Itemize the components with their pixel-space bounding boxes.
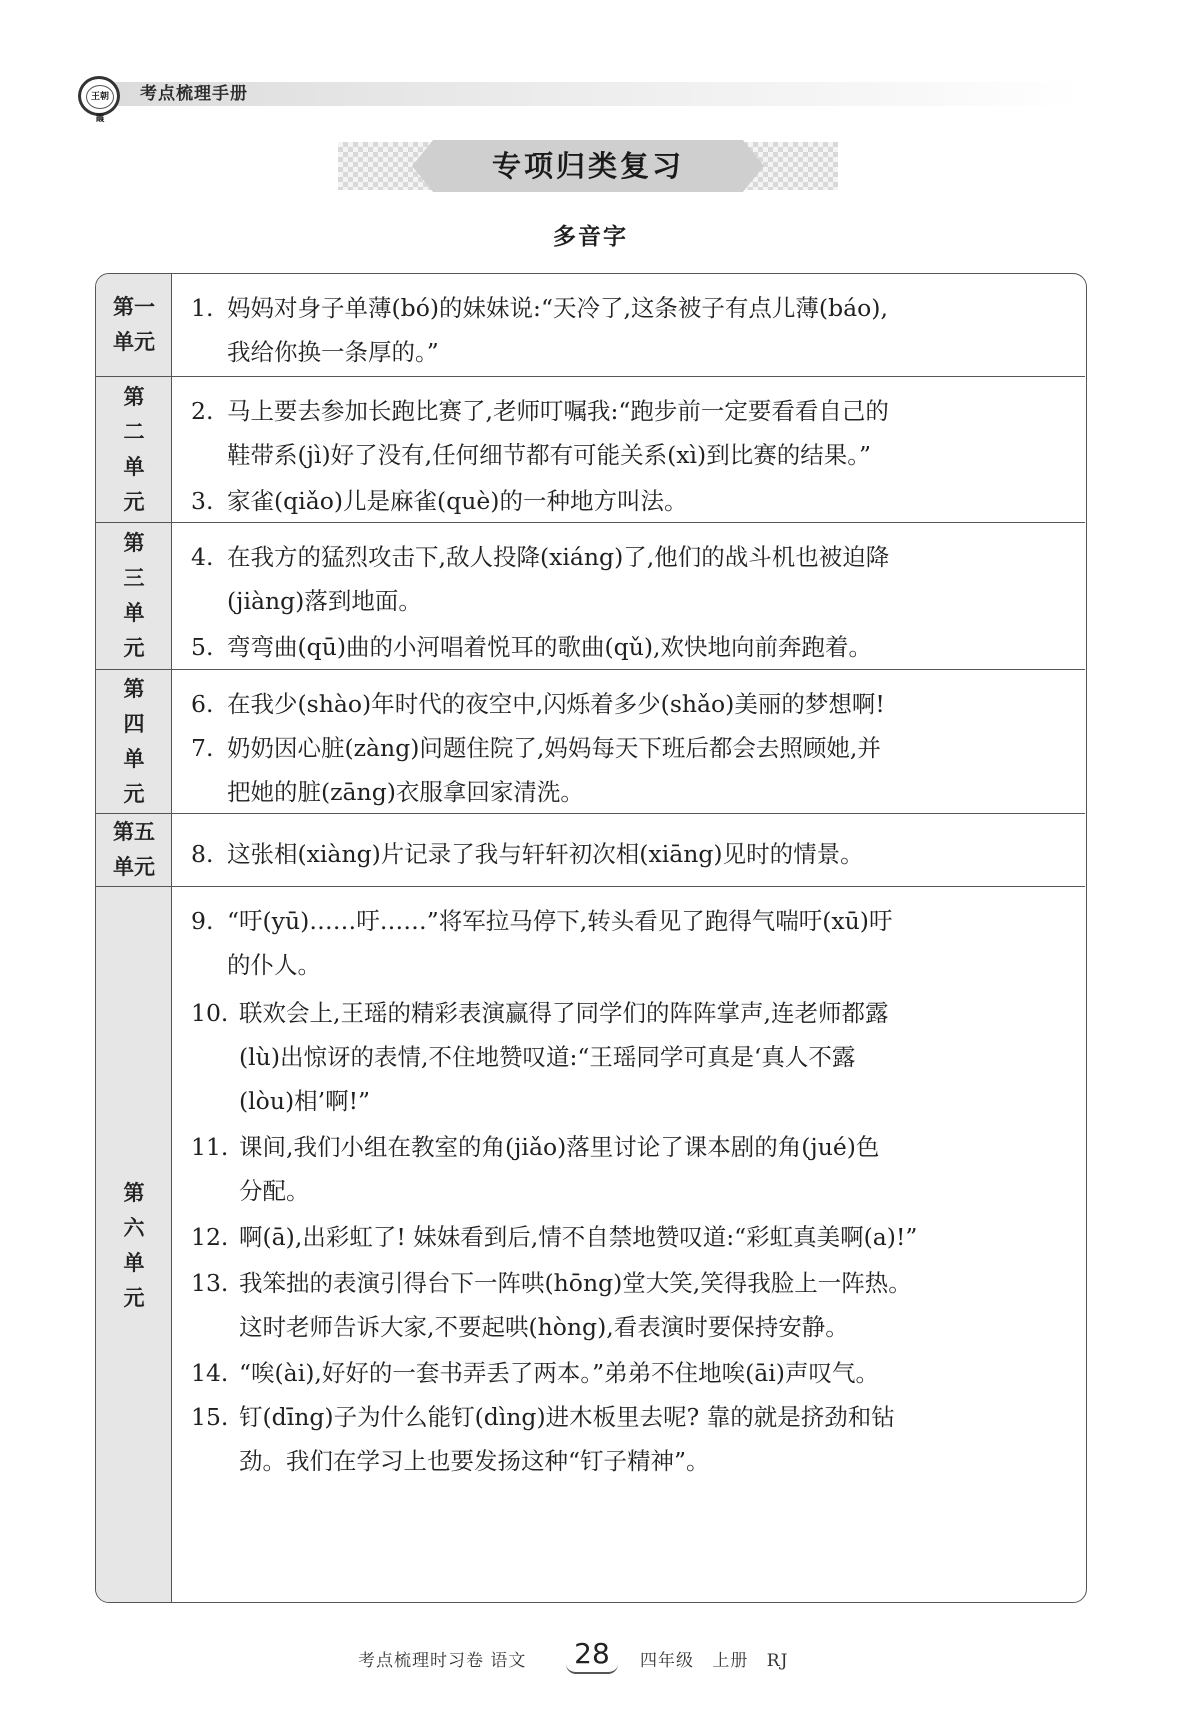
sentence-line: 在我少(shào)年时代的夜空中,闪烁着多少(shǎo)美丽的梦想啊! <box>227 690 885 718</box>
unit-label-text: 第五单元 <box>113 820 155 879</box>
item-number: 14. <box>191 1359 229 1387</box>
page-number: 28 <box>566 1636 618 1674</box>
unit-label <box>96 887 172 1603</box>
sentence-item <box>191 1393 1066 1485</box>
sentence-item <box>191 477 1066 525</box>
sentence-line: 家雀(qiǎo)儿是麻雀(què)的一种地方叫法。 <box>227 487 688 515</box>
sentence-line: 把她的脏(zāng)衣服拿回家清洗。 <box>227 778 584 806</box>
unit-label <box>96 670 172 813</box>
sentence-item <box>191 284 1066 376</box>
item-number: 15. <box>191 1403 229 1431</box>
sentence-line: 妈妈对身子单薄(bó)的妹妹说:“天冷了,这条被子有点儿薄(báo), <box>227 294 888 322</box>
footer-grade: 四年级 上册 RJ <box>640 1651 789 1671</box>
sentence-line: “唉(ài),好好的一套书弄丢了两本。”弟弟不住地唉(āi)声叹气。 <box>239 1359 879 1387</box>
unit-row <box>96 522 1085 669</box>
sentence-item <box>191 1259 1066 1351</box>
brand-logo <box>78 76 120 124</box>
sentence-line: 分配。 <box>239 1177 310 1205</box>
sentence-line: 啊(ā),出彩虹了! 妹妹看到后,情不自禁地赞叹道:“彩虹真美啊(a)!” <box>239 1223 918 1251</box>
unit-label <box>96 814 172 886</box>
sentence-item <box>191 533 1066 625</box>
item-number: 6. <box>191 690 214 718</box>
unit-label-text: 第六单元 <box>123 1180 145 1310</box>
sentence-line: 我给你换一条厚的。” <box>227 338 439 366</box>
unit-label-text: 第四单元 <box>123 676 145 806</box>
unit-label <box>96 377 172 522</box>
unit-label-text: 第二单元 <box>123 384 145 514</box>
unit-label-text: 第一单元 <box>113 295 155 354</box>
sentence-item <box>191 989 1066 1125</box>
page-subtitle: 多音字 <box>553 224 628 250</box>
sentence-item <box>191 680 1066 728</box>
page-header <box>78 76 1082 124</box>
sentence-line: “吁(yū)……吁……”将军拉马停下,转头看见了跑得气喘吁(xū)吁 <box>227 907 893 935</box>
units-table <box>95 273 1087 1603</box>
sentence-item <box>191 830 1066 878</box>
item-number: 1. <box>191 294 214 322</box>
header-bar <box>114 82 1082 106</box>
sentence-line: 奶奶因心脏(zàng)问题住院了,妈妈每天下班后都会去照顾她,并 <box>227 734 881 762</box>
sentence-line: 弯弯曲(qū)曲的小河唱着悦耳的歌曲(qǔ),欢快地向前奔跑着。 <box>227 633 872 661</box>
sentence-item <box>191 623 1066 671</box>
item-number: 4. <box>191 543 214 571</box>
sentence-line: 鞋带系(jì)好了没有,任何细节都有可能关系(xì)到比赛的结果。” <box>227 441 871 469</box>
item-number: 13. <box>191 1269 229 1297</box>
sentence-line: (lù)出惊讶的表情,不住地赞叹道:“王瑶同学可真是‘真人不露 <box>239 1043 856 1071</box>
unit-label-text: 第三单元 <box>123 531 145 660</box>
sentence-item <box>191 1123 1066 1215</box>
sentence-line: 在我方的猛烈攻击下,敌人投降(xiáng)了,他们的战斗机也被迫降 <box>227 543 890 571</box>
sentence-line: 这时老师告诉大家,不要起哄(hòng),看表演时要保持安静。 <box>239 1313 849 1341</box>
sentence-item <box>191 897 1066 989</box>
sentence-line: (lòu)相’啊!” <box>239 1087 371 1115</box>
page-footer <box>0 1636 1181 1676</box>
unit-row <box>96 376 1085 522</box>
sentence-line: 课间,我们小组在教室的角(jiǎo)落里讨论了课本剧的角(jué)色 <box>239 1133 880 1161</box>
sentence-line: (jiàng)落到地面。 <box>227 587 422 615</box>
banner-title: 专项归类复习 <box>491 149 684 183</box>
sentence-line: 劲。我们在学习上也要发扬这种“钉子精神”。 <box>239 1447 710 1475</box>
sentence-line: 联欢会上,王瑶的精彩表演赢得了同学们的阵阵掌声,连老师都露 <box>239 999 889 1027</box>
unit-row <box>96 274 1085 376</box>
logo-text: 王朝霞 <box>86 85 114 109</box>
item-number: 3. <box>191 487 214 515</box>
footer-book-title: 考点梳理时习卷 语文 <box>358 1651 527 1671</box>
sentence-item <box>191 1213 1066 1261</box>
item-number: 2. <box>191 397 214 425</box>
unit-label <box>96 523 172 669</box>
sentence-item <box>191 1349 1066 1397</box>
item-number: 11. <box>191 1133 229 1161</box>
header-title: 考点梳理手册 <box>140 84 248 104</box>
item-number: 10. <box>191 999 229 1027</box>
item-number: 5. <box>191 633 214 661</box>
item-number: 9. <box>191 907 214 935</box>
sentence-item <box>191 724 1066 816</box>
unit-row <box>96 886 1085 1603</box>
item-number: 8. <box>191 840 214 868</box>
item-number: 12. <box>191 1223 229 1251</box>
sentence-line: 马上要去参加长跑比赛了,老师叮嘱我:“跑步前一定要看看自己的 <box>227 397 889 425</box>
unit-row <box>96 813 1085 886</box>
sentence-line: 钉(dīng)子为什么能钉(dìng)进木板里去呢? 靠的就是挤劲和钻 <box>239 1403 895 1431</box>
sentence-item <box>191 387 1066 479</box>
sentence-line: 我笨拙的表演引得台下一阵哄(hōng)堂大笑,笑得我脸上一阵热。 <box>239 1269 912 1297</box>
unit-row <box>96 669 1085 813</box>
sentence-line: 这张相(xiàng)片记录了我与轩轩初次相(xiāng)见时的情景。 <box>227 840 864 868</box>
section-banner <box>338 140 838 192</box>
item-number: 7. <box>191 734 214 762</box>
unit-label <box>96 274 172 376</box>
sentence-line: 的仆人。 <box>227 951 321 979</box>
